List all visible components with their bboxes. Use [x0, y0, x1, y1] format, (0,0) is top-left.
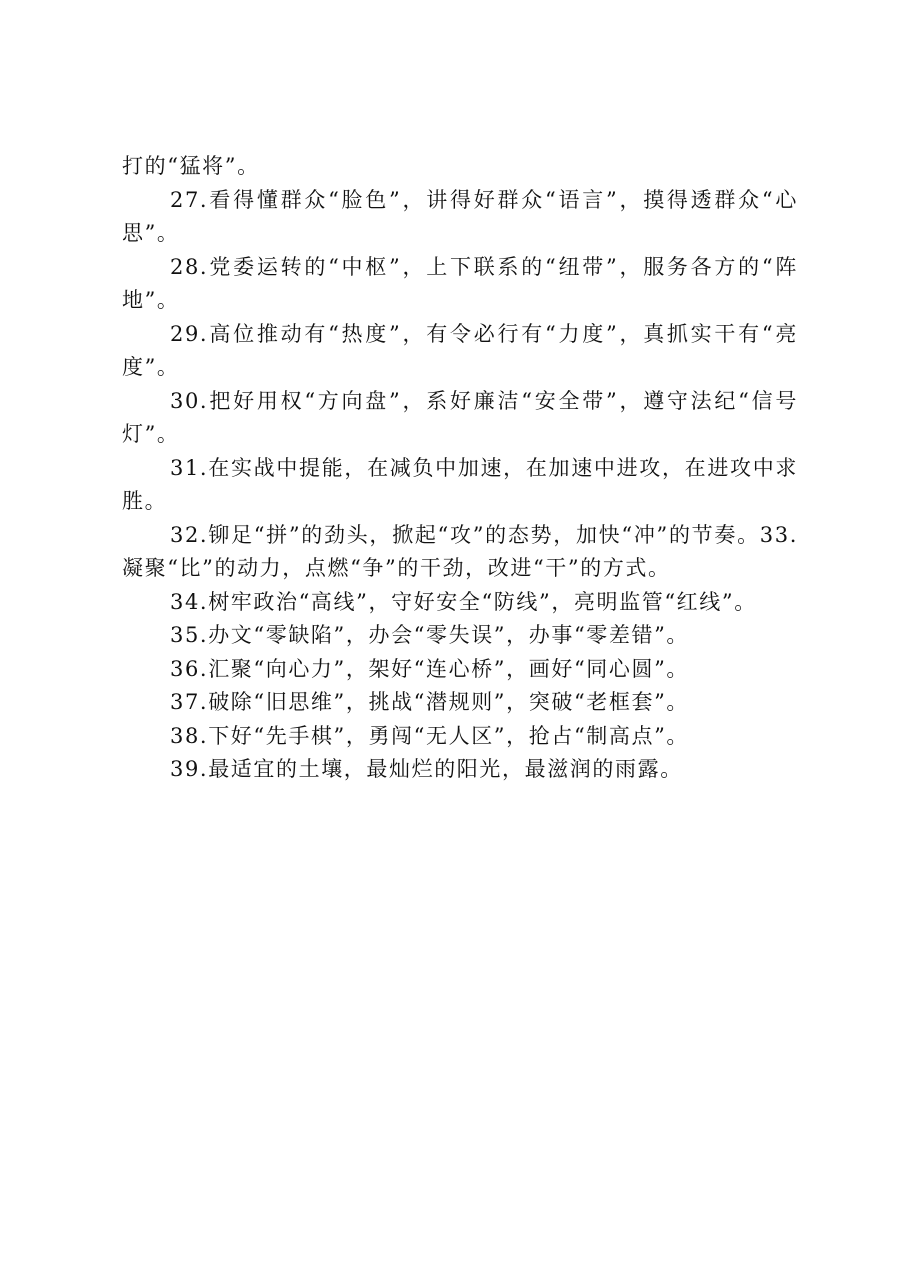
- paragraph-28: 28.党委运转的“中枢”，上下联系的“纽带”，服务各方的“阵地”。: [122, 254, 798, 312]
- paragraph-32-33: 32.铆足“拼”的劲头，掀起“攻”的态势，加快“冲”的节奏。33.凝聚“比”的动力，点燃“争”的干劲，改进“干”的方式。: [122, 522, 798, 580]
- paragraph-31: 31.在实战中提能，在减负中加速，在加速中进攻，在进攻中求胜。: [122, 455, 798, 513]
- document-body: [122, 150, 798, 787]
- paragraph-36: 36.汇聚“向心力”，架好“连心桥”，画好“同心圆”。: [170, 656, 690, 681]
- paragraph-34: 34.树牢政治“高线”，守好安全“防线”，亮明监管“红线”。: [170, 589, 757, 614]
- paragraph-35: 35.办文“零缺陷”，办会“零失误”，办事“零差错”。: [170, 623, 690, 647]
- paragraph-39: 39.最适宜的土壤，最灿烂的阳光，最滋润的雨露。: [170, 757, 683, 781]
- paragraph-30: 30.把好用权“方向盘”，系好廉洁“安全带”，遵守法纪“信号灯”。: [122, 388, 798, 446]
- paragraph-continuation: 打的“猛将”。: [122, 154, 260, 178]
- paragraph-27: 27.看得懂群众“脸色”，讲得好群众“语言”，摸得透群众“心思”。: [122, 187, 798, 245]
- paragraph-29: 29.高位推动有“热度”，有令必行有“力度”，真抓实干有“亮度”。: [122, 321, 798, 379]
- paragraph-37: 37.破除“旧思维”，挑战“潜规则”，突破“老框套”。: [170, 690, 690, 714]
- paragraph-38: 38.下好“先手棋”，勇闯“无人区”，抢占“制高点”。: [170, 723, 690, 748]
